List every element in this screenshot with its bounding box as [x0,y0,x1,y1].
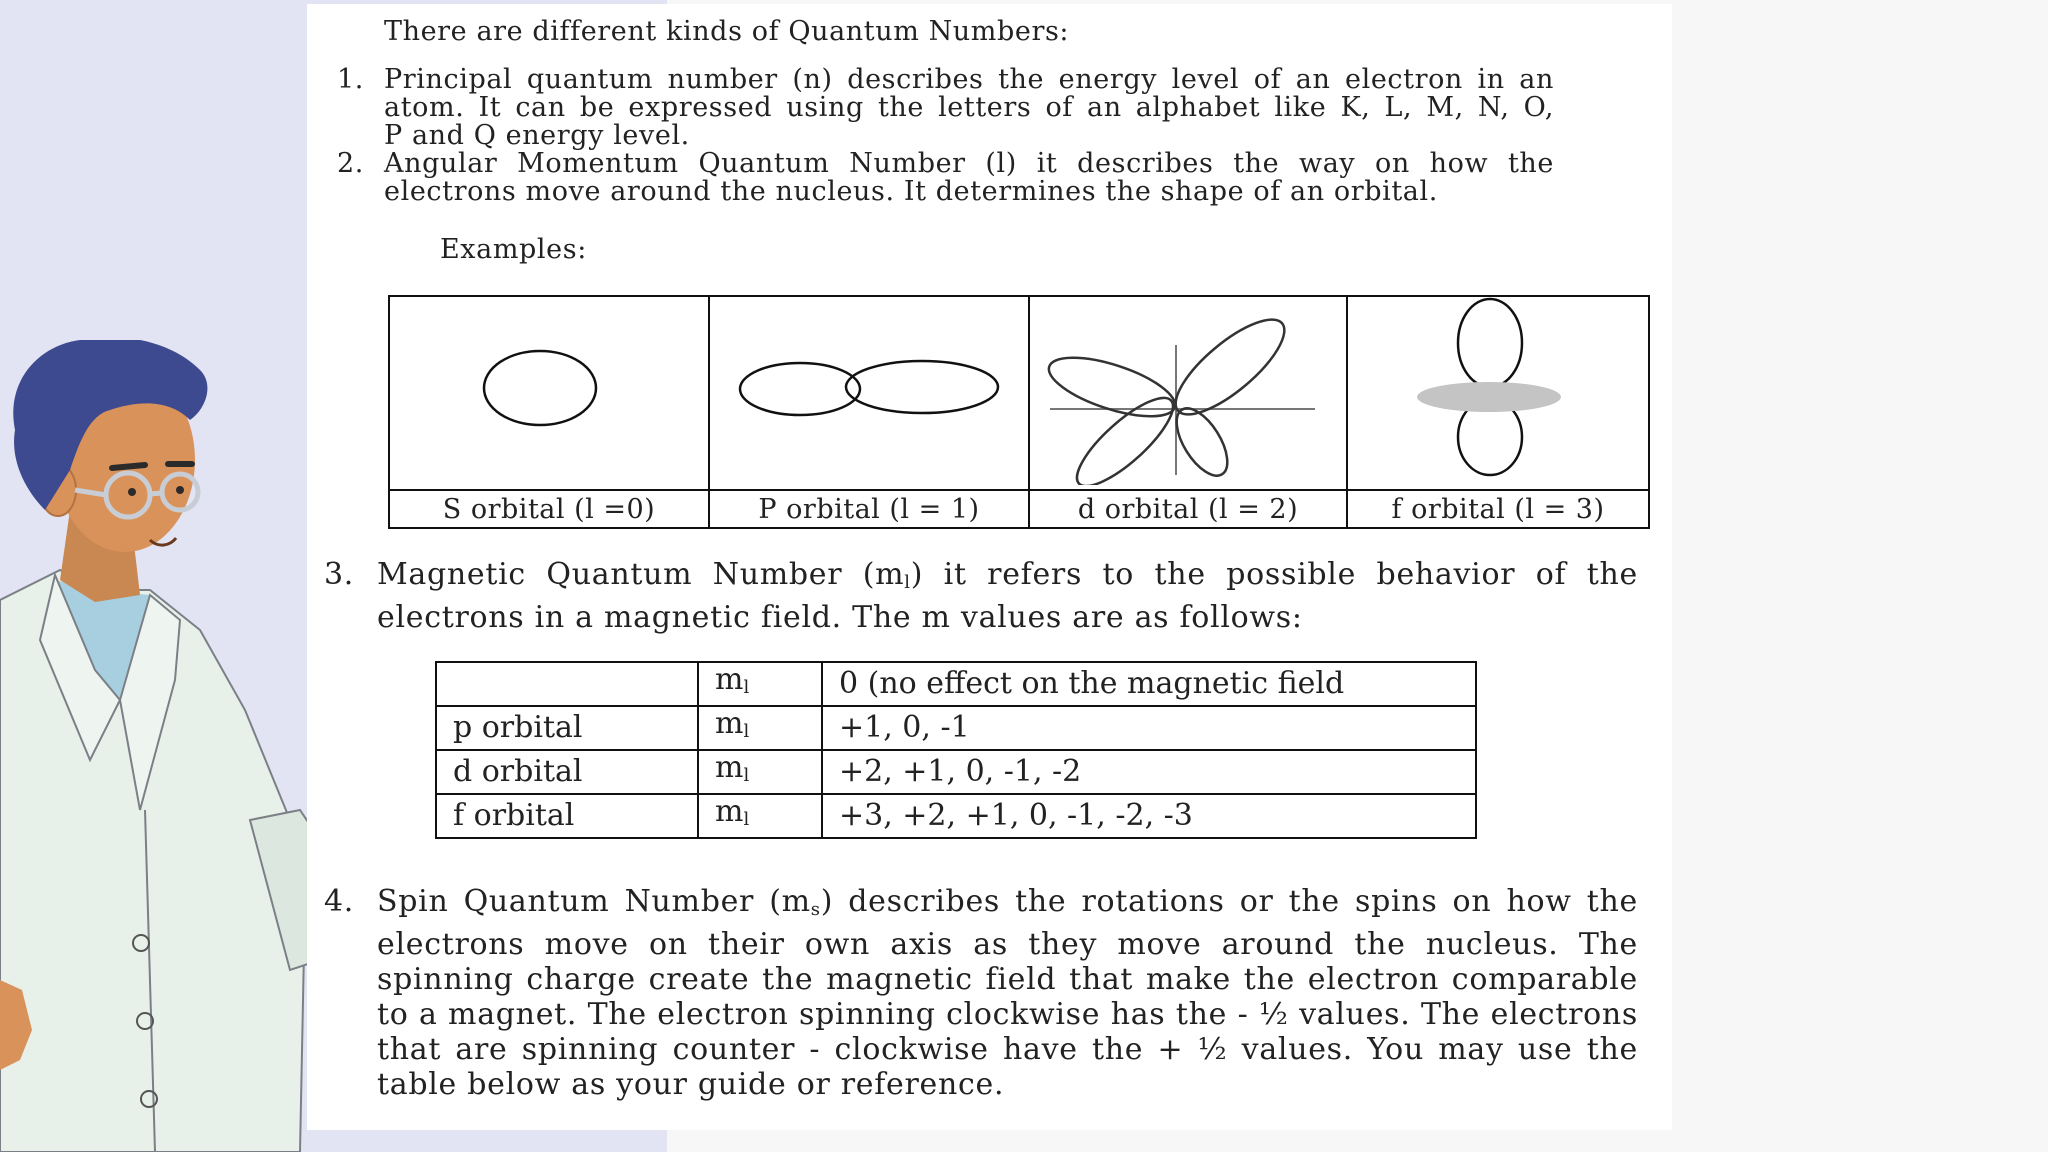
item-line: to a magnet. The electron spinning clockwise has the - ½ values. The electrons [377,997,1638,1032]
table-cell: $m_l$ [698,794,822,838]
d-orbital-caption: d orbital (l = 2) [1029,490,1347,528]
table-cell: +1, 0, -1 [822,706,1476,750]
item-line: Magnetic Quantum Number $(m_l)$ it refers to the possible behavior of the [377,557,1638,593]
intro-text: There are different kinds of Quantum Numbers: [384,16,1070,47]
table-cell: f orbital [436,794,698,838]
table-cell: +2, +1, 0, -1, -2 [822,750,1476,794]
item-line: Spin Quantum Number $(m_s)$ describes the rotations or the spins on how the [377,884,1638,920]
table-cell: p orbital [436,706,698,750]
item-line: that are spinning counter - clockwise have the + ½ values. You may use the [377,1032,1638,1067]
f-orbital-figure [1347,296,1649,490]
table-cell: $m_l$ [698,662,822,706]
table-row [436,662,1476,706]
scientist-illustration [0,340,320,1152]
item-number: 4. [324,884,355,919]
item-line: table below as your guide or reference. [377,1067,1005,1102]
table-cell: d orbital [436,750,698,794]
orbital-shapes-table [388,295,1650,529]
d-orbital-figure [1029,296,1347,490]
item-line: Principal quantum number (n) describes the energy level of an electron in an [384,64,1554,95]
table-row [436,750,1476,794]
p-orbital-caption: P orbital (l = 1) [709,490,1029,528]
examples-label: Examples: [440,234,587,265]
s-orbital-caption: S orbital (l =0) [389,490,709,528]
item-line: Angular Momentum Quantum Number (l) it describes the way on how the [384,148,1554,179]
item-line: spinning charge create the magnetic field that make the electron comparable [377,962,1638,997]
table-row [436,794,1476,838]
s-orbital-figure [389,296,709,490]
table-cell: +3, +2, +1, 0, -1, -2, -3 [822,794,1476,838]
item-line: electrons in a magnetic field. The m values are as follows: [377,600,1303,635]
item-number: 1. [337,64,364,95]
document-page [307,4,1672,1130]
table-cell: $m_l$ [698,750,822,794]
table-row [436,706,1476,750]
p-orbital-figure [709,296,1029,490]
item-number: 2. [337,148,364,179]
table-cell: 0 (no effect on the magnetic field [822,662,1476,706]
item-line: electrons move around the nucleus. It determines the shape of an orbital. [384,176,1438,207]
item-number: 3. [324,557,355,592]
item-line: P and Q energy level. [384,120,690,151]
f-orbital-caption: f orbital (l = 3) [1347,490,1649,528]
table-cell [436,662,698,706]
magnetic-values-table [435,661,1477,839]
item-line: electrons move on their own axis as they move around the nucleus. The [377,927,1638,962]
item-line: atom. It can be expressed using the letters of an alphabet like K, L, M, N, O, [384,92,1554,123]
table-cell: $m_l$ [698,706,822,750]
